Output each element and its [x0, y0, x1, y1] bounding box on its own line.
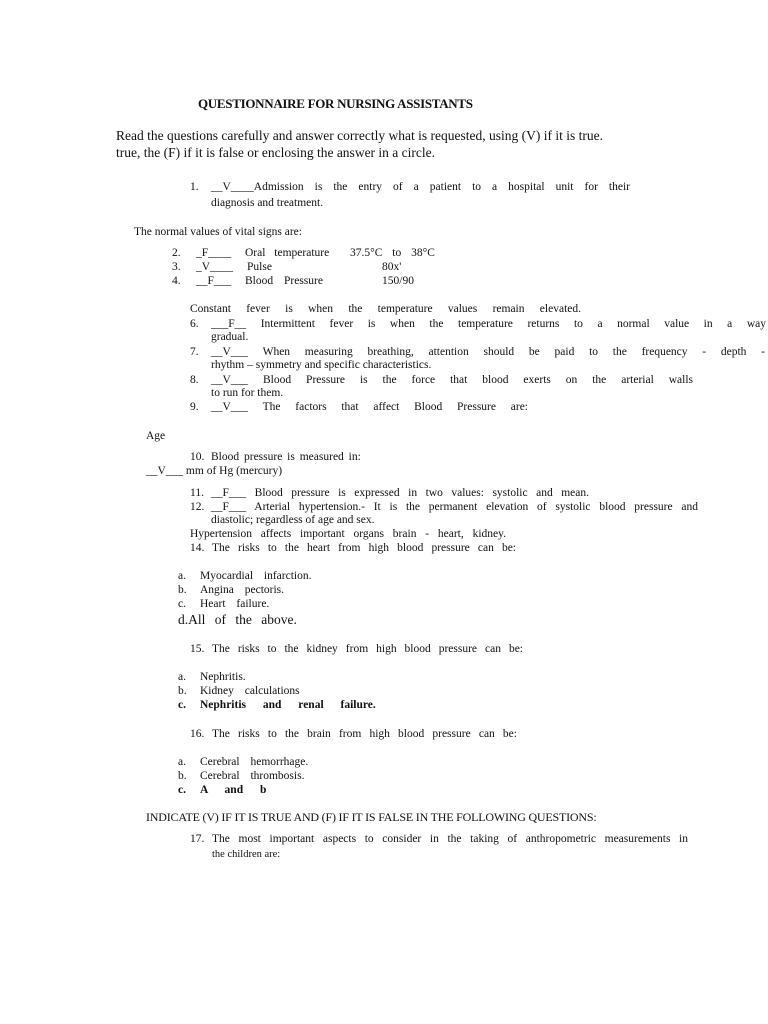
question-15-option-b-letter: b.	[178, 685, 187, 697]
question-17-line-2: the children are:	[212, 849, 281, 860]
question-2-number: 2.	[172, 247, 181, 259]
indicate-instruction: INDICATE (V) IF IT IS TRUE AND (F) IF IT IS FALSE IN THE FOLLOWING QUESTIONS:	[146, 810, 597, 824]
question-15-option-b: Kidney calculations	[200, 685, 300, 697]
constant-fever-line: Constant fever is when the temperature values remain elevated.	[190, 303, 581, 315]
question-7-line-2: rhythm – symmetry and specific characteristics.	[211, 359, 432, 371]
question-15-option-a-letter: a.	[178, 671, 186, 683]
question-6-line-1: ___F__ Intermittent fever is when the temperature returns to a normal value in a way	[211, 318, 766, 330]
question-14-option-b: Angina pectoris.	[200, 584, 285, 596]
question-16-option-a-letter: a.	[178, 756, 186, 768]
question-3-number: 3.	[172, 261, 181, 273]
question-2-answer: _F____	[196, 247, 232, 259]
question-14-number: 14.	[190, 542, 205, 554]
question-15-option-a: Nephritis.	[200, 671, 246, 683]
question-4-number: 4.	[172, 275, 181, 287]
page-title: QUESTIONNAIRE FOR NURSING ASSISTANTS	[198, 96, 473, 111]
question-16-option-c-letter: c.	[178, 784, 186, 796]
question-14-option-c-letter: c.	[178, 598, 186, 610]
question-3-value: 80x'	[382, 261, 402, 273]
question-12-number: 12.	[190, 501, 205, 513]
question-11-line-1: __F___ Blood pressure is expressed in two values: systolic and mean.	[211, 487, 589, 499]
vital-signs-heading: The normal values of vital signs are:	[134, 226, 302, 238]
question-10-answer: __V___ mm of Hg (mercury)	[146, 465, 283, 477]
question-9-line-1: __V___ The factors that affect Blood Pressure are:	[211, 401, 528, 413]
question-10-line-1: Blood pressure is measured in:	[211, 451, 361, 463]
question-8-number: 8.	[190, 374, 199, 386]
question-2-label: Oral temperature	[245, 247, 330, 259]
hypertension-line: Hypertension affects important organs brain - heart, kidney.	[190, 528, 506, 540]
question-16-option-a: Cerebral hemorrhage.	[200, 756, 309, 768]
question-4-answer: __F___	[196, 275, 232, 287]
question-12-line-1: __F___ Arterial hypertension.- It is the permanent elevation of systolic blood pressure and	[211, 501, 698, 513]
question-9-number: 9.	[190, 401, 199, 413]
question-6-line-2: gradual.	[211, 331, 249, 343]
question-16-line-1: The risks to the brain from high blood pressure can be:	[212, 728, 517, 740]
question-2-value: 37.5°C to 38°C	[350, 247, 435, 259]
question-3-answer: _V____	[196, 261, 234, 273]
question-15-number: 15.	[190, 643, 205, 655]
question-14-option-b-letter: b.	[178, 584, 187, 596]
question-15-option-c-letter: c.	[178, 699, 186, 711]
intro-line-2: true, the (F) if it is false or enclosing the answer in a circle.	[116, 145, 436, 160]
age-label: Age	[146, 430, 166, 442]
question-16-option-b: Cerebral thrombosis.	[200, 770, 305, 782]
question-1-line-2: diagnosis and treatment.	[211, 197, 324, 209]
question-16-number: 16.	[190, 728, 205, 740]
question-7-number: 7.	[190, 346, 199, 358]
question-11-number: 11.	[190, 487, 204, 499]
question-15-option-c: Nephritis and renal failure.	[200, 699, 376, 711]
question-14-option-a: Myocardial infarction.	[200, 570, 312, 582]
question-8-line-2: to run for them.	[211, 387, 284, 399]
question-12-line-2: diastolic; regardless of age and sex.	[211, 514, 375, 526]
question-17-number: 17.	[190, 833, 205, 845]
question-17-line-1: The most important aspects to consider in the taking of anthropometric measurements in	[212, 833, 688, 845]
question-14-option-d: d.All of the above.	[178, 612, 297, 627]
question-4-value: 150/90	[382, 275, 414, 287]
question-1-number: 1.	[190, 181, 199, 193]
question-7-line-1: __V___ When measuring breathing, attention should be paid to the frequency - depth -	[211, 346, 765, 358]
question-14-line-1: The risks to the heart from high blood pressure can be:	[212, 542, 516, 554]
question-15-line-1: The risks to the kidney from high blood pressure can be:	[212, 643, 523, 655]
intro-line-1: Read the questions carefully and answer correctly what is requested, using (V) if it is true.	[116, 128, 603, 143]
question-3-label: Pulse	[247, 261, 272, 273]
question-14-option-a-letter: a.	[178, 570, 186, 582]
question-10-number: 10.	[190, 451, 205, 463]
question-6-number: 6.	[190, 318, 199, 330]
question-1-line-1: __V____Admission is the entry of a patient to a hospital unit for their	[211, 181, 630, 193]
question-8-line-1: __V___ Blood Pressure is the force that blood exerts on the arterial walls	[211, 374, 693, 386]
question-4-label: Blood Pressure	[245, 275, 323, 287]
question-14-option-c: Heart failure.	[200, 598, 270, 610]
question-16-option-b-letter: b.	[178, 770, 187, 782]
question-16-option-c: A and b	[200, 784, 267, 796]
